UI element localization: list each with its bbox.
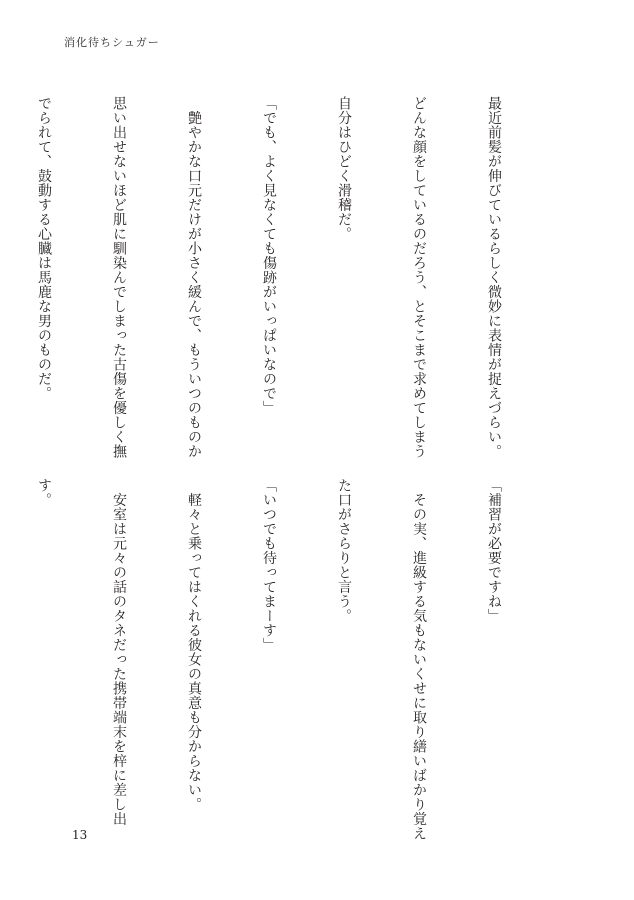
- page-number: 13: [72, 828, 88, 842]
- text-line: その実、進級する気もないくせに取り繕いばかり覚え: [411, 478, 427, 841]
- text-line: 自分はひどく滑稽だ。: [336, 96, 352, 241]
- text-line: す。: [36, 478, 52, 507]
- text-line: 「補習が必要ですね」: [486, 478, 502, 623]
- text-line: 安室は元々の話のタネだった携帯端末を梓に差し出: [111, 478, 127, 826]
- text-line: でられて、鼓動する心臓は馬鹿な男のものだ。: [36, 96, 52, 401]
- text-line: どんな顔をしているのだろう、とそこまで求めてしまう: [411, 96, 427, 459]
- text-line: 思い出せないほど肌に馴染んでしまった古傷を優しく撫: [111, 96, 127, 459]
- text-line: 「いつでも待ってまーす」: [261, 478, 277, 652]
- text-line: 軽々と乗ってはくれる彼女の真意も分からない。: [186, 478, 202, 812]
- text-line: 艶やかな口元だけが小さく緩んで、もういつのものか: [186, 96, 202, 459]
- upper-text-block: [0, 96, 556, 459]
- text-line: 最近前髪が伸びているらしく微妙に表情が捉えづらい。: [486, 96, 502, 459]
- lower-text-block: [0, 478, 556, 841]
- text-line: 「でも、よく見なくても傷跡がいっぱいなので」: [261, 96, 277, 415]
- text-line: た口がさらりと言う。: [336, 478, 352, 623]
- running-header: 消化待ちシュガー: [64, 36, 160, 49]
